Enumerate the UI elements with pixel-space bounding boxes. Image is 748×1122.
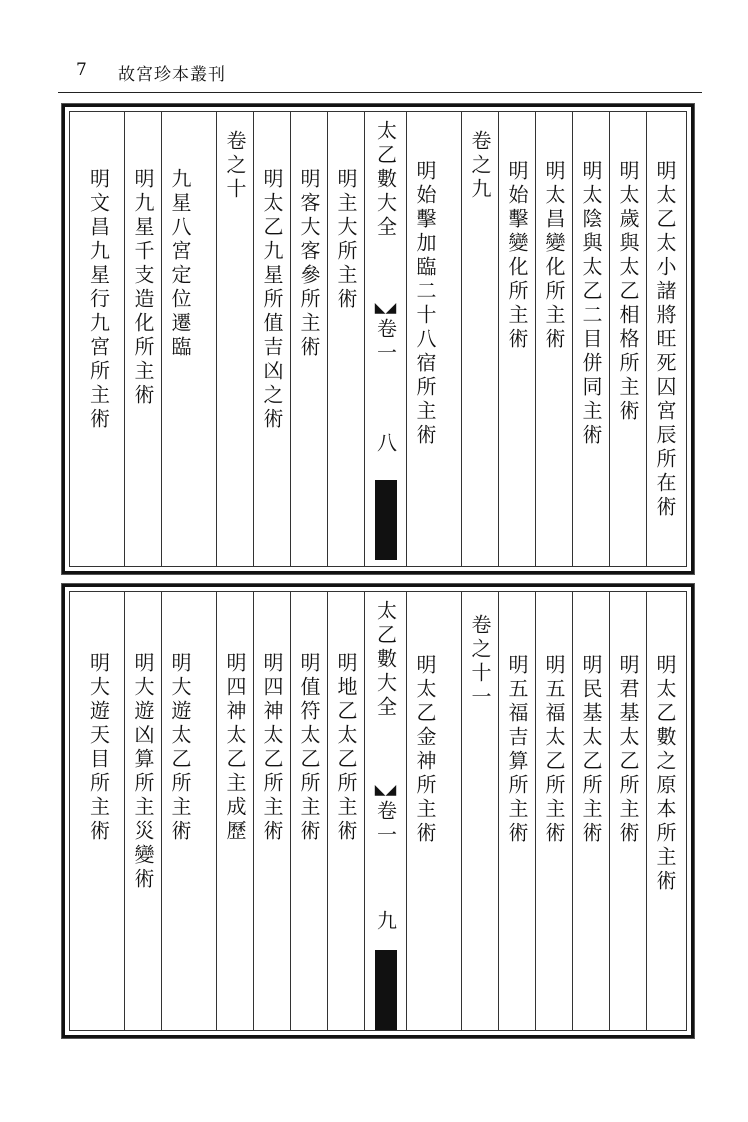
toc-entry: 明太歲與太乙相格所主術: [616, 160, 640, 424]
toc-entry: 明五福太乙所主術: [542, 654, 566, 846]
spine-leaf-number: 九: [373, 910, 398, 934]
chapter-heading: 卷之十一: [468, 614, 492, 710]
bottom-page-border: [69, 591, 687, 1031]
black-block-marker: [375, 480, 397, 560]
toc-column: [216, 112, 253, 566]
chapter-heading: 卷之九: [468, 130, 492, 202]
toc-entry: 明民基太乙所主術: [579, 654, 603, 846]
toc-column: [290, 112, 327, 566]
toc-entry: 明地乙太乙所主術: [334, 652, 358, 844]
toc-entry: 明九星千支造化所主術: [131, 168, 155, 408]
toc-column: [124, 112, 161, 566]
toc-column: [498, 112, 535, 566]
toc-entry: 明大遊太乙所主術: [168, 652, 192, 844]
toc-column: [406, 592, 443, 1030]
toc-entry: 明值符太乙所主術: [297, 652, 321, 844]
toc-entry: 明太乙金神所主術: [413, 654, 437, 846]
toc-entry: 明大遊凶算所主災變術: [131, 652, 155, 892]
toc-column: [216, 592, 253, 1030]
header-rule: [58, 92, 702, 93]
toc-entry: 明四神太乙所主術: [260, 652, 284, 844]
toc-entry: 明始擊變化所主術: [505, 160, 529, 352]
spine-volume: 卷一: [373, 800, 398, 848]
book-title: 故宮珍本叢刊: [118, 65, 226, 85]
toc-entry: 明太陰與太乙二目併同主術: [579, 160, 603, 448]
toc-entry: 明太昌變化所主術: [542, 160, 566, 352]
fishtail-mark: ◣◢: [374, 300, 397, 316]
toc-column: [572, 112, 609, 566]
toc-column: [253, 592, 290, 1030]
toc-entry: 明五福吉算所主術: [505, 654, 529, 846]
toc-entry: 明太乙數之原本所主術: [653, 654, 677, 894]
toc-entry: 明君基太乙所主術: [616, 654, 640, 846]
fishtail-mark: ◣◢: [374, 782, 397, 798]
toc-column: [124, 592, 161, 1030]
page-number: 7: [76, 60, 87, 80]
chapter-heading: 卷之十: [223, 130, 247, 202]
toc-column: [498, 592, 535, 1030]
toc-column: [161, 592, 198, 1030]
toc-column: [290, 592, 327, 1030]
toc-entry: 明大遊天目所主術: [86, 652, 111, 844]
toc-column: [646, 112, 683, 566]
toc-entry: 明主大所主術: [334, 168, 358, 312]
black-block-marker: [375, 950, 397, 1030]
toc-column: [406, 112, 443, 566]
spine-leaf-number: 八: [373, 432, 398, 456]
toc-column: [161, 112, 198, 566]
toc-column: [572, 592, 609, 1030]
toc-entry: 明始擊加臨二十八宿所主術: [413, 160, 437, 448]
toc-column: [253, 112, 290, 566]
toc-entry: 明太乙太小諸將旺死囚宮辰所在術: [653, 160, 677, 520]
toc-column: [461, 592, 498, 1030]
top-page-panel: [62, 104, 694, 574]
toc-entry: 明文昌九星行九宮所主術: [86, 168, 111, 432]
toc-column: [535, 112, 572, 566]
bottom-page-panel: [62, 584, 694, 1038]
toc-entry: 九星八宮定位遷臨: [168, 168, 192, 360]
spine-title: 太乙數大全: [373, 600, 398, 720]
toc-column: [646, 592, 683, 1030]
toc-entry: 明四神太乙主成歷: [223, 652, 247, 844]
toc-column: [461, 112, 498, 566]
toc-column: [609, 112, 646, 566]
toc-column: [609, 592, 646, 1030]
top-page-border: [69, 111, 687, 567]
center-spine: [364, 112, 406, 566]
toc-column: [535, 592, 572, 1030]
toc-entry: 明太乙九星所值吉凶之術: [260, 168, 284, 432]
spine-title: 太乙數大全: [373, 120, 398, 240]
toc-column: [327, 592, 364, 1030]
center-spine: [364, 592, 406, 1030]
toc-column: [327, 112, 364, 566]
toc-column: [80, 112, 117, 566]
toc-entry: 明客大客參所主術: [297, 168, 321, 360]
toc-column: [80, 592, 117, 1030]
spine-volume: 卷一: [373, 318, 398, 366]
